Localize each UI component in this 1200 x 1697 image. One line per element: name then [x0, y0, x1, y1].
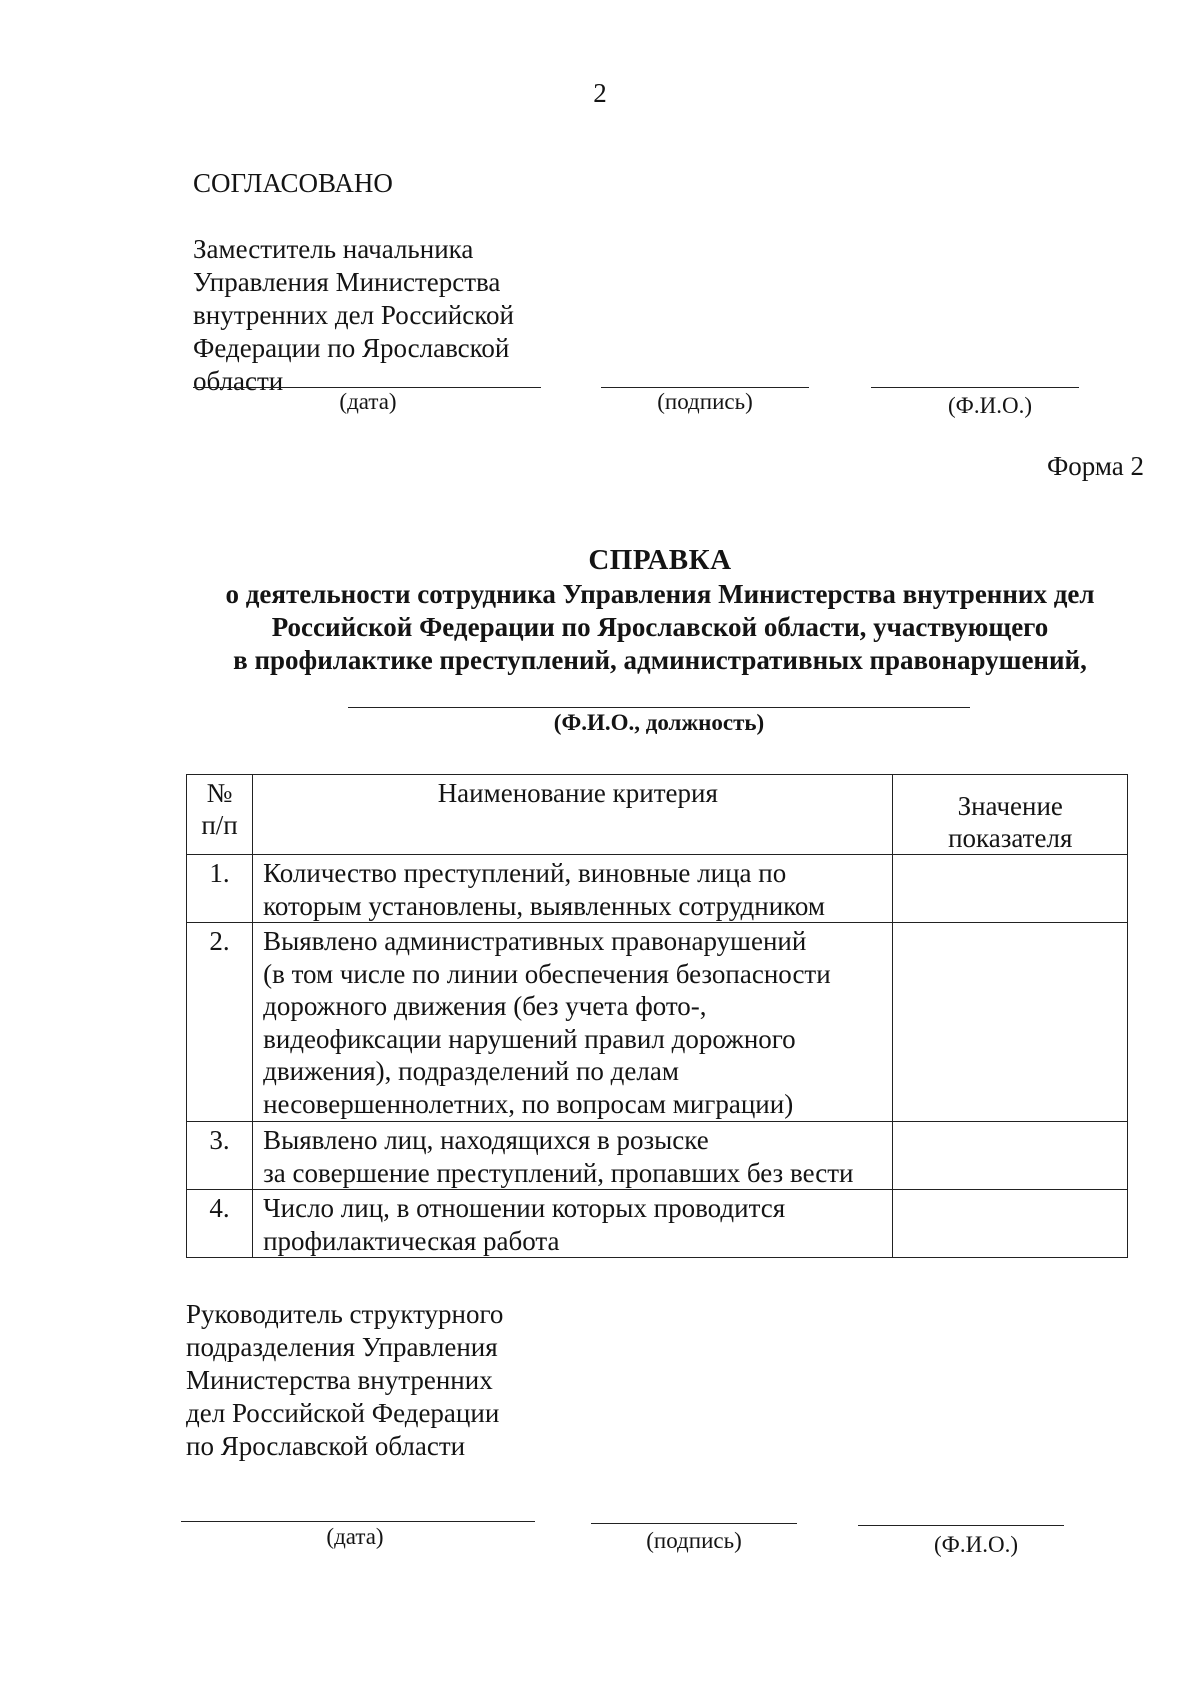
top-name-line [871, 387, 1079, 388]
bottom-date-label: (дата) [326, 1524, 384, 1549]
row-criterion: Количество преступлений, виновные лица по которым установлены, выявленных сотрудником [253, 855, 893, 923]
subtitle-line: в профилактике преступлений, административных правонарушений, [233, 645, 1087, 675]
approval-position: Заместитель начальника Управления Министерства внутренних дел Российской Федерации по Ярославской области [193, 234, 514, 396]
header-value: Значение показателя [893, 775, 1128, 855]
row-number: 2. [187, 923, 253, 1122]
bottom-signature-label: (подпись) [646, 1528, 742, 1553]
subtitle-line: Российской Федерации по Ярославской области, участвующего [271, 612, 1049, 642]
row-value [893, 855, 1128, 923]
header-criterion: Наименование критерия [253, 775, 893, 855]
table-row [187, 855, 1128, 923]
row-number: 1. [187, 855, 253, 923]
bottom-name-line [858, 1525, 1064, 1526]
table-row [187, 923, 1128, 1122]
row-value [893, 1190, 1128, 1258]
top-date-label: (дата) [339, 389, 397, 414]
bottom-name-label: (Ф.И.О.) [934, 1532, 1018, 1557]
bottom-date-line [181, 1521, 535, 1522]
table-header-row [187, 775, 1128, 855]
document-subtitle [185, 578, 1135, 677]
page-number: 2 [593, 78, 607, 108]
top-name-label: (Ф.И.О.) [948, 393, 1032, 418]
document-title: СПРАВКА [588, 544, 732, 576]
top-date-line [193, 387, 541, 388]
top-signature-line [601, 387, 809, 388]
table-row [187, 1122, 1128, 1190]
form-label: Форма 2 [1046, 451, 1144, 481]
header-number: № п/п [187, 775, 253, 855]
row-criterion: Выявлено лиц, находящихся в розыске за совершение преступлений, пропавших без вести [253, 1122, 893, 1190]
row-value [893, 923, 1128, 1122]
row-criterion: Число лиц, в отношении которых проводится профилактическая работа [253, 1190, 893, 1258]
criteria-table [186, 774, 1128, 1258]
top-signature-label: (подпись) [657, 389, 753, 414]
row-value [893, 1122, 1128, 1190]
row-number: 4. [187, 1190, 253, 1258]
head-signature-position: Руководитель структурного подразделения Управления Министерства внутренних дел Российской Федерации по Ярославской области [186, 1299, 504, 1461]
row-criterion: Выявлено административных правонарушений (в том числе по линии обеспечения безопасности дорожного движения (без учета фото-, видеофиксации нарушений правил дорожного движения), подразделений по делам несовершеннолетних, по вопросам миграции) [253, 923, 893, 1122]
table-row [187, 1190, 1128, 1258]
bottom-signature-line [591, 1523, 797, 1524]
subtitle-line: о деятельности сотрудника Управления Министерства внутренних дел [225, 579, 1095, 609]
approval-heading: СОГЛАСОВАНО [193, 168, 393, 198]
employee-line [348, 707, 970, 708]
employee-label: (Ф.И.О., должность) [553, 710, 765, 735]
row-number: 3. [187, 1122, 253, 1190]
